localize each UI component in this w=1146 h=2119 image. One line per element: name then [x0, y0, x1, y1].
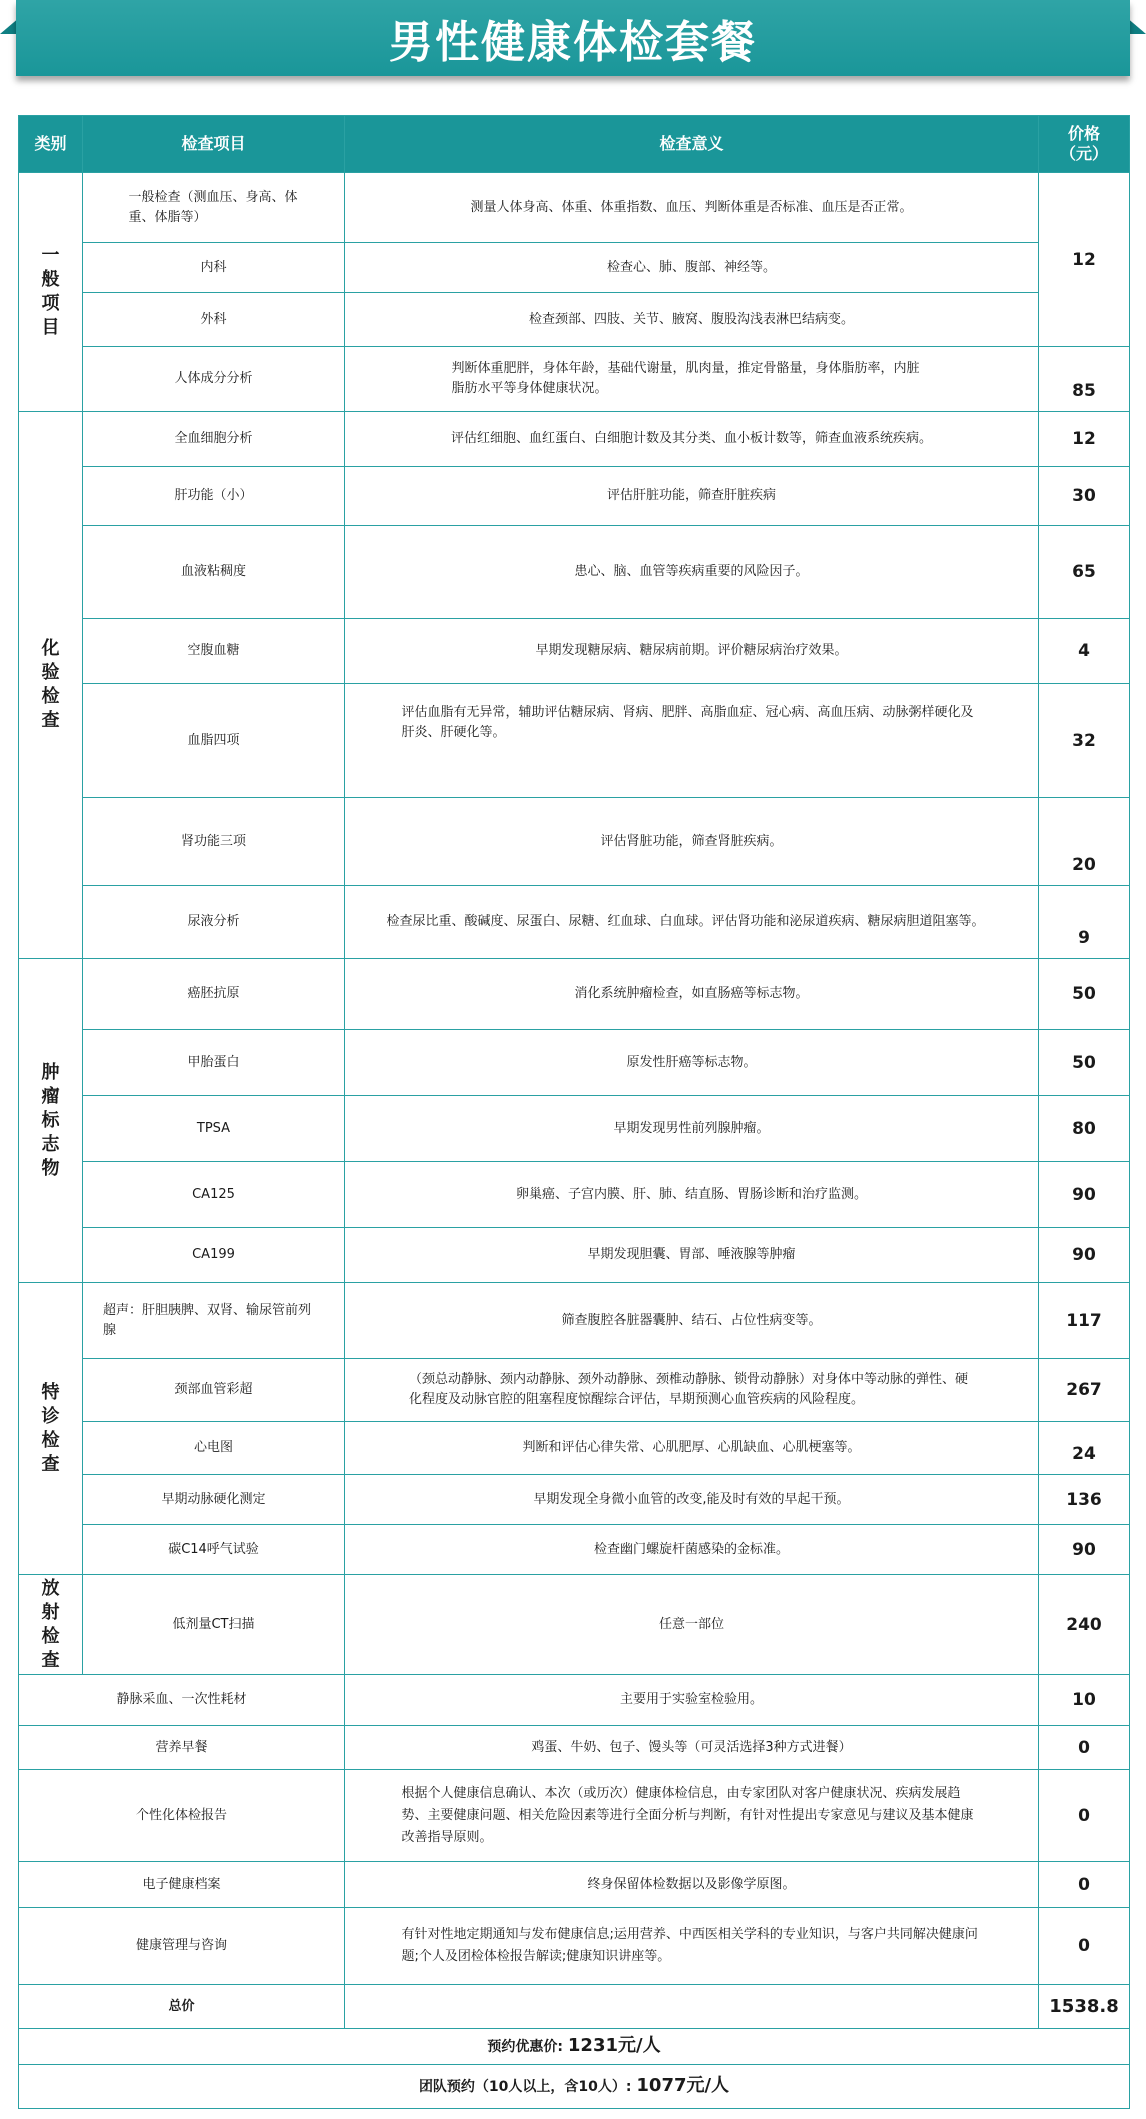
meaning-cell: （颈总动静脉、颈内动静脉、颈外动静脉、颈椎动静脉、锁骨动静脉）对身体中等动脉的弹性、硬化程度及动脉官腔的阻塞程度惊醒综合评估，早期预测心血管疾病的风险程度。	[345, 1359, 1039, 1422]
table-row	[19, 412, 1130, 467]
item-cell: 健康管理与咨询	[19, 1908, 345, 1985]
table-row	[19, 1162, 1130, 1228]
item-cell: 碳C14呼气试验	[83, 1525, 345, 1575]
table-header-row	[19, 116, 1130, 173]
table-row	[19, 1908, 1130, 1985]
item-cell: 内科	[83, 243, 345, 293]
col-header-price	[1039, 116, 1130, 173]
category-lab: 化验检查	[19, 412, 83, 959]
table-row	[19, 886, 1130, 959]
table-row	[19, 959, 1130, 1030]
price-cell: 20	[1039, 798, 1130, 886]
item-cell: 全血细胞分析	[83, 412, 345, 467]
total-row	[19, 1985, 1130, 2029]
item-cell: 超声：肝胆胰脾、双肾、输尿管前列腺	[83, 1283, 345, 1359]
meaning-cell: 终身保留体检数据以及影像学原图。	[345, 1862, 1039, 1908]
item-cell: 肝功能（小）	[83, 467, 345, 526]
meaning-cell: 筛查腹腔各脏器囊肿、结石、占位性病变等。	[345, 1283, 1039, 1359]
table-row	[19, 1475, 1130, 1525]
meaning-cell: 判断体重肥胖，身体年龄，基础代谢量，肌肉量，推定骨骼量，身体脂肪率，内脏脂肪水平等身体健康状况。	[345, 347, 1039, 412]
price-cell: 50	[1039, 1030, 1130, 1096]
col-header-meaning: 检查意义	[345, 116, 1039, 173]
page-title: 男性健康体检套餐	[389, 17, 757, 68]
price-cell: 0	[1039, 1908, 1130, 1985]
item-cell: 血脂四项	[83, 684, 345, 798]
meaning-cell: 根据个人健康信息确认、本次（或历次）健康体检信息，由专家团队对客户健康状况、疾病发展趋势、主要健康问题、相关危险因素等进行全面分析与判断，有针对性提出专家意见与建议及基本健康改善指导原则。	[345, 1770, 1039, 1862]
meaning-cell: 主要用于实验室检验用。	[345, 1675, 1039, 1726]
meaning-cell: 判断和评估心律失常、心肌肥厚、心肌缺血、心肌梗塞等。	[345, 1422, 1039, 1475]
table-row	[19, 1726, 1130, 1770]
item-cell: 肾功能三项	[83, 798, 345, 886]
item-cell: 低剂量CT扫描	[83, 1575, 345, 1675]
meaning-cell: 检查幽门螺旋杆菌感染的金标准。	[345, 1525, 1039, 1575]
item-cell: 静脉采血、一次性耗材	[19, 1675, 345, 1726]
meaning-cell: 患心、脑、血管等疾病重要的风险因子。	[345, 526, 1039, 619]
offer-label: 预约优惠价:	[487, 2039, 564, 2055]
table-row	[19, 684, 1130, 798]
price-cell: 12	[1039, 412, 1130, 467]
item-cell: 尿液分析	[83, 886, 345, 959]
price-cell: 10	[1039, 1675, 1130, 1726]
price-cell: 32	[1039, 684, 1130, 798]
price-cell: 9	[1039, 886, 1130, 959]
meaning-cell: 评估肾脏功能，筛查肾脏疾病。	[345, 798, 1039, 886]
meaning-cell: 有针对性地定期通知与发布健康信息;运用营养、中西医相关学科的专业知识，与客户共同解决健康问题;个人及团检体检报告解读;健康知识讲座等。	[345, 1908, 1039, 1985]
meaning-cell: 早期发现全身微小血管的改变,能及时有效的早起干预。	[345, 1475, 1039, 1525]
meaning-cell: 检查颈部、四肢、关节、腋窝、腹股沟浅表淋巴结病变。	[345, 293, 1039, 347]
table-row	[19, 1675, 1130, 1726]
item-cell: CA199	[83, 1228, 345, 1283]
price-cell: 24	[1039, 1422, 1130, 1475]
offer-row	[19, 2029, 1130, 2065]
category-radiology: 放射检查	[19, 1575, 83, 1675]
item-cell: 人体成分分析	[83, 347, 345, 412]
col-header-price-unit: （元）	[1059, 144, 1108, 163]
category-general: 一般项目	[19, 173, 83, 412]
checkup-package-table	[18, 115, 1130, 2109]
offer-value: 1231元/人	[567, 2035, 661, 2056]
meaning-cell: 评估红细胞、血红蛋白、白细胞计数及其分类、血小板计数等，筛查血液系统疾病。	[345, 412, 1039, 467]
table-row	[19, 1096, 1130, 1162]
price-cell: 0	[1039, 1726, 1130, 1770]
meaning-cell: 评估肝脏功能，筛查肝脏疾病	[345, 467, 1039, 526]
item-cell: TPSA	[83, 1096, 345, 1162]
price-cell: 0	[1039, 1862, 1130, 1908]
item-cell: 外科	[83, 293, 345, 347]
price-cell: 90	[1039, 1228, 1130, 1283]
table-row	[19, 1422, 1130, 1475]
item-cell: 个性化体检报告	[19, 1770, 345, 1862]
offer-cell	[19, 2029, 1130, 2065]
item-cell: 血液粘稠度	[83, 526, 345, 619]
price-cell: 90	[1039, 1162, 1130, 1228]
total-label: 总价	[19, 1985, 345, 2029]
item-cell: 心电图	[83, 1422, 345, 1475]
header-banner	[16, 0, 1130, 76]
meaning-cell: 卵巢癌、子宫内膜、肝、肺、结直肠、胃肠诊断和治疗监测。	[345, 1162, 1039, 1228]
price-cell: 85	[1039, 347, 1130, 412]
table-row	[19, 1030, 1130, 1096]
table-row	[19, 619, 1130, 684]
item-cell: CA125	[83, 1162, 345, 1228]
price-cell: 90	[1039, 1525, 1130, 1575]
table-row	[19, 1525, 1130, 1575]
price-cell: 65	[1039, 526, 1130, 619]
price-cell: 30	[1039, 467, 1130, 526]
category-special: 特诊检查	[19, 1283, 83, 1575]
meaning-cell: 鸡蛋、牛奶、包子、馒头等（可灵活选择3种方式进餐）	[345, 1726, 1039, 1770]
item-cell: 一般检查（测血压、身高、体重、体脂等）	[83, 173, 345, 243]
meaning-cell: 早期发现男性前列腺肿瘤。	[345, 1096, 1039, 1162]
col-header-item: 检查项目	[83, 116, 345, 173]
table-row	[19, 526, 1130, 619]
table-row	[19, 243, 1130, 293]
meaning-cell: 检查尿比重、酸碱度、尿蛋白、尿糖、红血球、白血球。评估肾功能和泌尿道疾病、糖尿病胆道阻塞等。	[345, 886, 1039, 959]
price-cell: 50	[1039, 959, 1130, 1030]
group-offer-value: 1077元/人	[636, 2075, 730, 2096]
item-cell: 甲胎蛋白	[83, 1030, 345, 1096]
price-cell: 12	[1039, 173, 1130, 347]
table-row	[19, 293, 1130, 347]
table-row	[19, 1228, 1130, 1283]
price-cell: 117	[1039, 1283, 1130, 1359]
table-row	[19, 1359, 1130, 1422]
meaning-cell: 任意一部位	[345, 1575, 1039, 1675]
meaning-cell: 原发性肝癌等标志物。	[345, 1030, 1039, 1096]
table-row	[19, 173, 1130, 243]
item-cell: 空腹血糖	[83, 619, 345, 684]
meaning-cell: 评估血脂有无异常，辅助评估糖尿病、肾病、肥胖、高脂血症、冠心病、高血压病、动脉粥样硬化及肝炎、肝硬化等。	[345, 684, 1039, 798]
table-row	[19, 347, 1130, 412]
col-header-category: 类别	[19, 116, 83, 173]
table-row	[19, 1283, 1130, 1359]
item-cell: 癌胚抗原	[83, 959, 345, 1030]
meaning-cell: 早期发现糖尿病、糖尿病前期。评价糖尿病治疗效果。	[345, 619, 1039, 684]
group-offer-cell	[19, 2065, 1130, 2109]
category-tumor: 肿瘤标志物	[19, 959, 83, 1283]
meaning-cell: 检查心、肺、腹部、神经等。	[345, 243, 1039, 293]
item-cell: 颈部血管彩超	[83, 1359, 345, 1422]
meaning-cell: 消化系统肿瘤检查，如直肠癌等标志物。	[345, 959, 1039, 1030]
price-cell: 267	[1039, 1359, 1130, 1422]
total-value: 1538.8	[1039, 1985, 1130, 2029]
total-spacer	[345, 1985, 1039, 2029]
table-row	[19, 467, 1130, 526]
table-row	[19, 798, 1130, 886]
group-offer-label: 团队预约（10人以上，含10人）:	[418, 2079, 632, 2095]
table-row	[19, 1862, 1130, 1908]
price-cell: 4	[1039, 619, 1130, 684]
group-offer-row	[19, 2065, 1130, 2109]
table-row	[19, 1770, 1130, 1862]
meaning-cell: 早期发现胆囊、胃部、唾液腺等肿瘤	[345, 1228, 1039, 1283]
price-cell: 80	[1039, 1096, 1130, 1162]
item-cell: 营养早餐	[19, 1726, 345, 1770]
price-cell: 0	[1039, 1770, 1130, 1862]
meaning-cell: 测量人体身高、体重、体重指数、血压、判断体重是否标准、血压是否正常。	[345, 173, 1039, 243]
col-header-price-label: 价格	[1067, 124, 1100, 143]
table-row	[19, 1575, 1130, 1675]
item-cell: 早期动脉硬化测定	[83, 1475, 345, 1525]
price-cell: 240	[1039, 1575, 1130, 1675]
item-cell: 电子健康档案	[19, 1862, 345, 1908]
price-cell: 136	[1039, 1475, 1130, 1525]
